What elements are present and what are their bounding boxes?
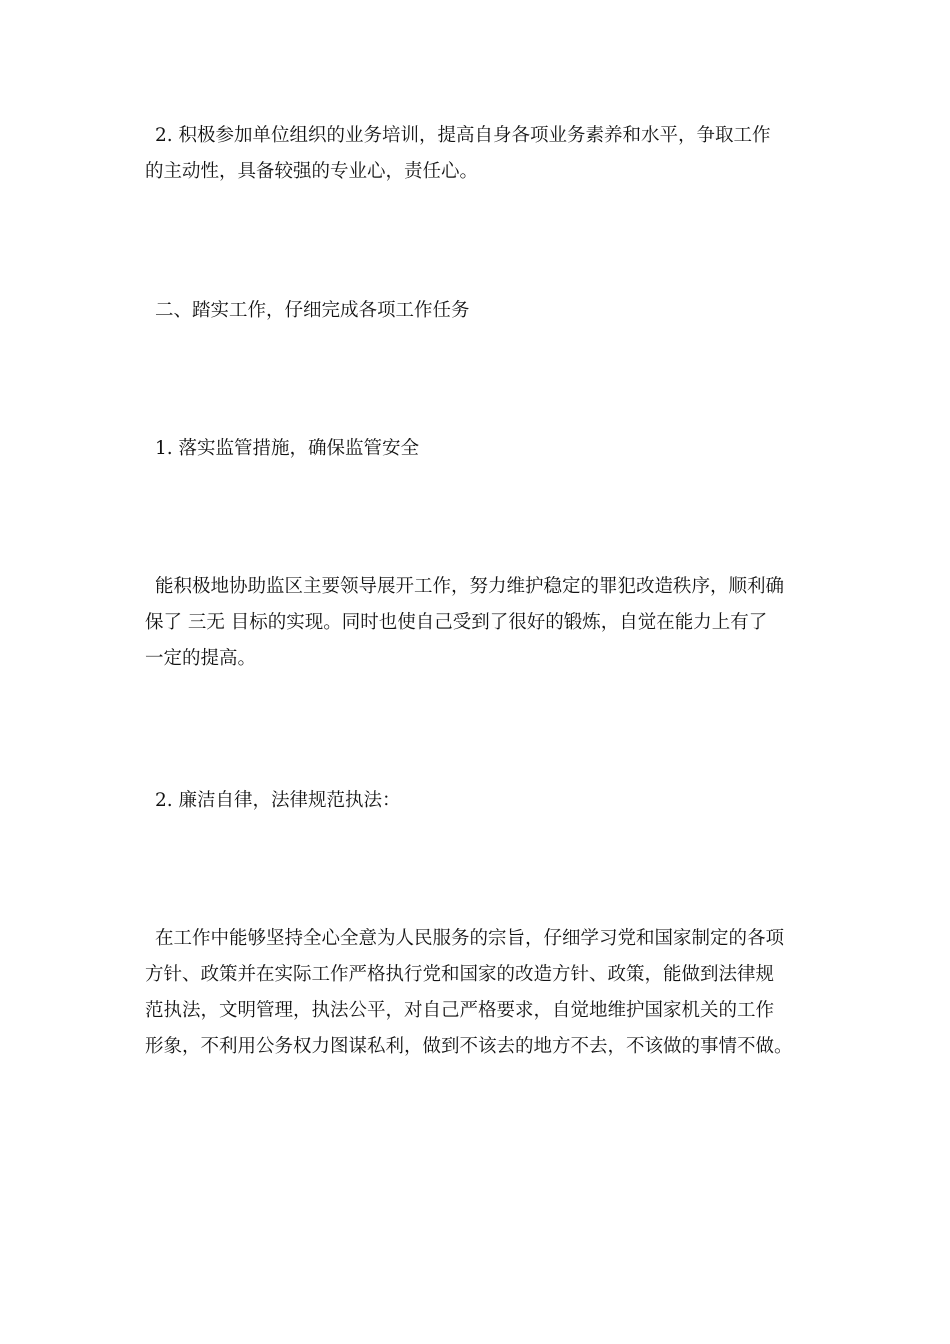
paragraph-line: 形象，不利用公务权力图谋私利，做到不该去的地方不去，不该做的事情不做。 [145, 1036, 793, 1057]
paragraph-supervision [145, 569, 810, 677]
paragraph-line: 的主动性，具备较强的专业心，责任心。 [145, 161, 479, 182]
heading-line: 2. 廉洁自律，法律规范执法： [155, 790, 401, 811]
paragraph-training [145, 118, 810, 190]
paragraph-line: 能积极地协助监区主要领导展开工作，努力维护稳定的罪犯改造秩序，顺利确 [155, 576, 785, 597]
paragraph-line: 一定的提高。 [145, 648, 257, 669]
paragraph-line: 在工作中能够坚持全心全意为人民服务的宗旨，仔细学习党和国家制定的各项 [155, 928, 785, 949]
heading-line: 1. 落实监管措施，确保监管安全 [155, 438, 420, 459]
paragraph-integrity [145, 921, 810, 1065]
subheading-integrity [145, 783, 810, 819]
paragraph-line: 方针、政策并在实际工作严格执行党和国家的改造方针、政策，能做到法律规 [145, 964, 775, 985]
section-heading [145, 293, 810, 329]
subheading-supervision [145, 431, 810, 467]
paragraph-line: 保了 三无 目标的实现。同时也使自己受到了很好的锻炼，自觉在能力上有了 [145, 612, 768, 633]
paragraph-line: 范执法，文明管理，执法公平，对自己严格要求，自觉地维护国家机关的工作 [145, 1000, 775, 1021]
paragraph-line: 2. 积极参加单位组织的业务培训，提高自身各项业务素养和水平，争取工作 [155, 125, 771, 146]
heading-line: 二、踏实工作，仔细完成各项工作任务 [155, 300, 470, 321]
